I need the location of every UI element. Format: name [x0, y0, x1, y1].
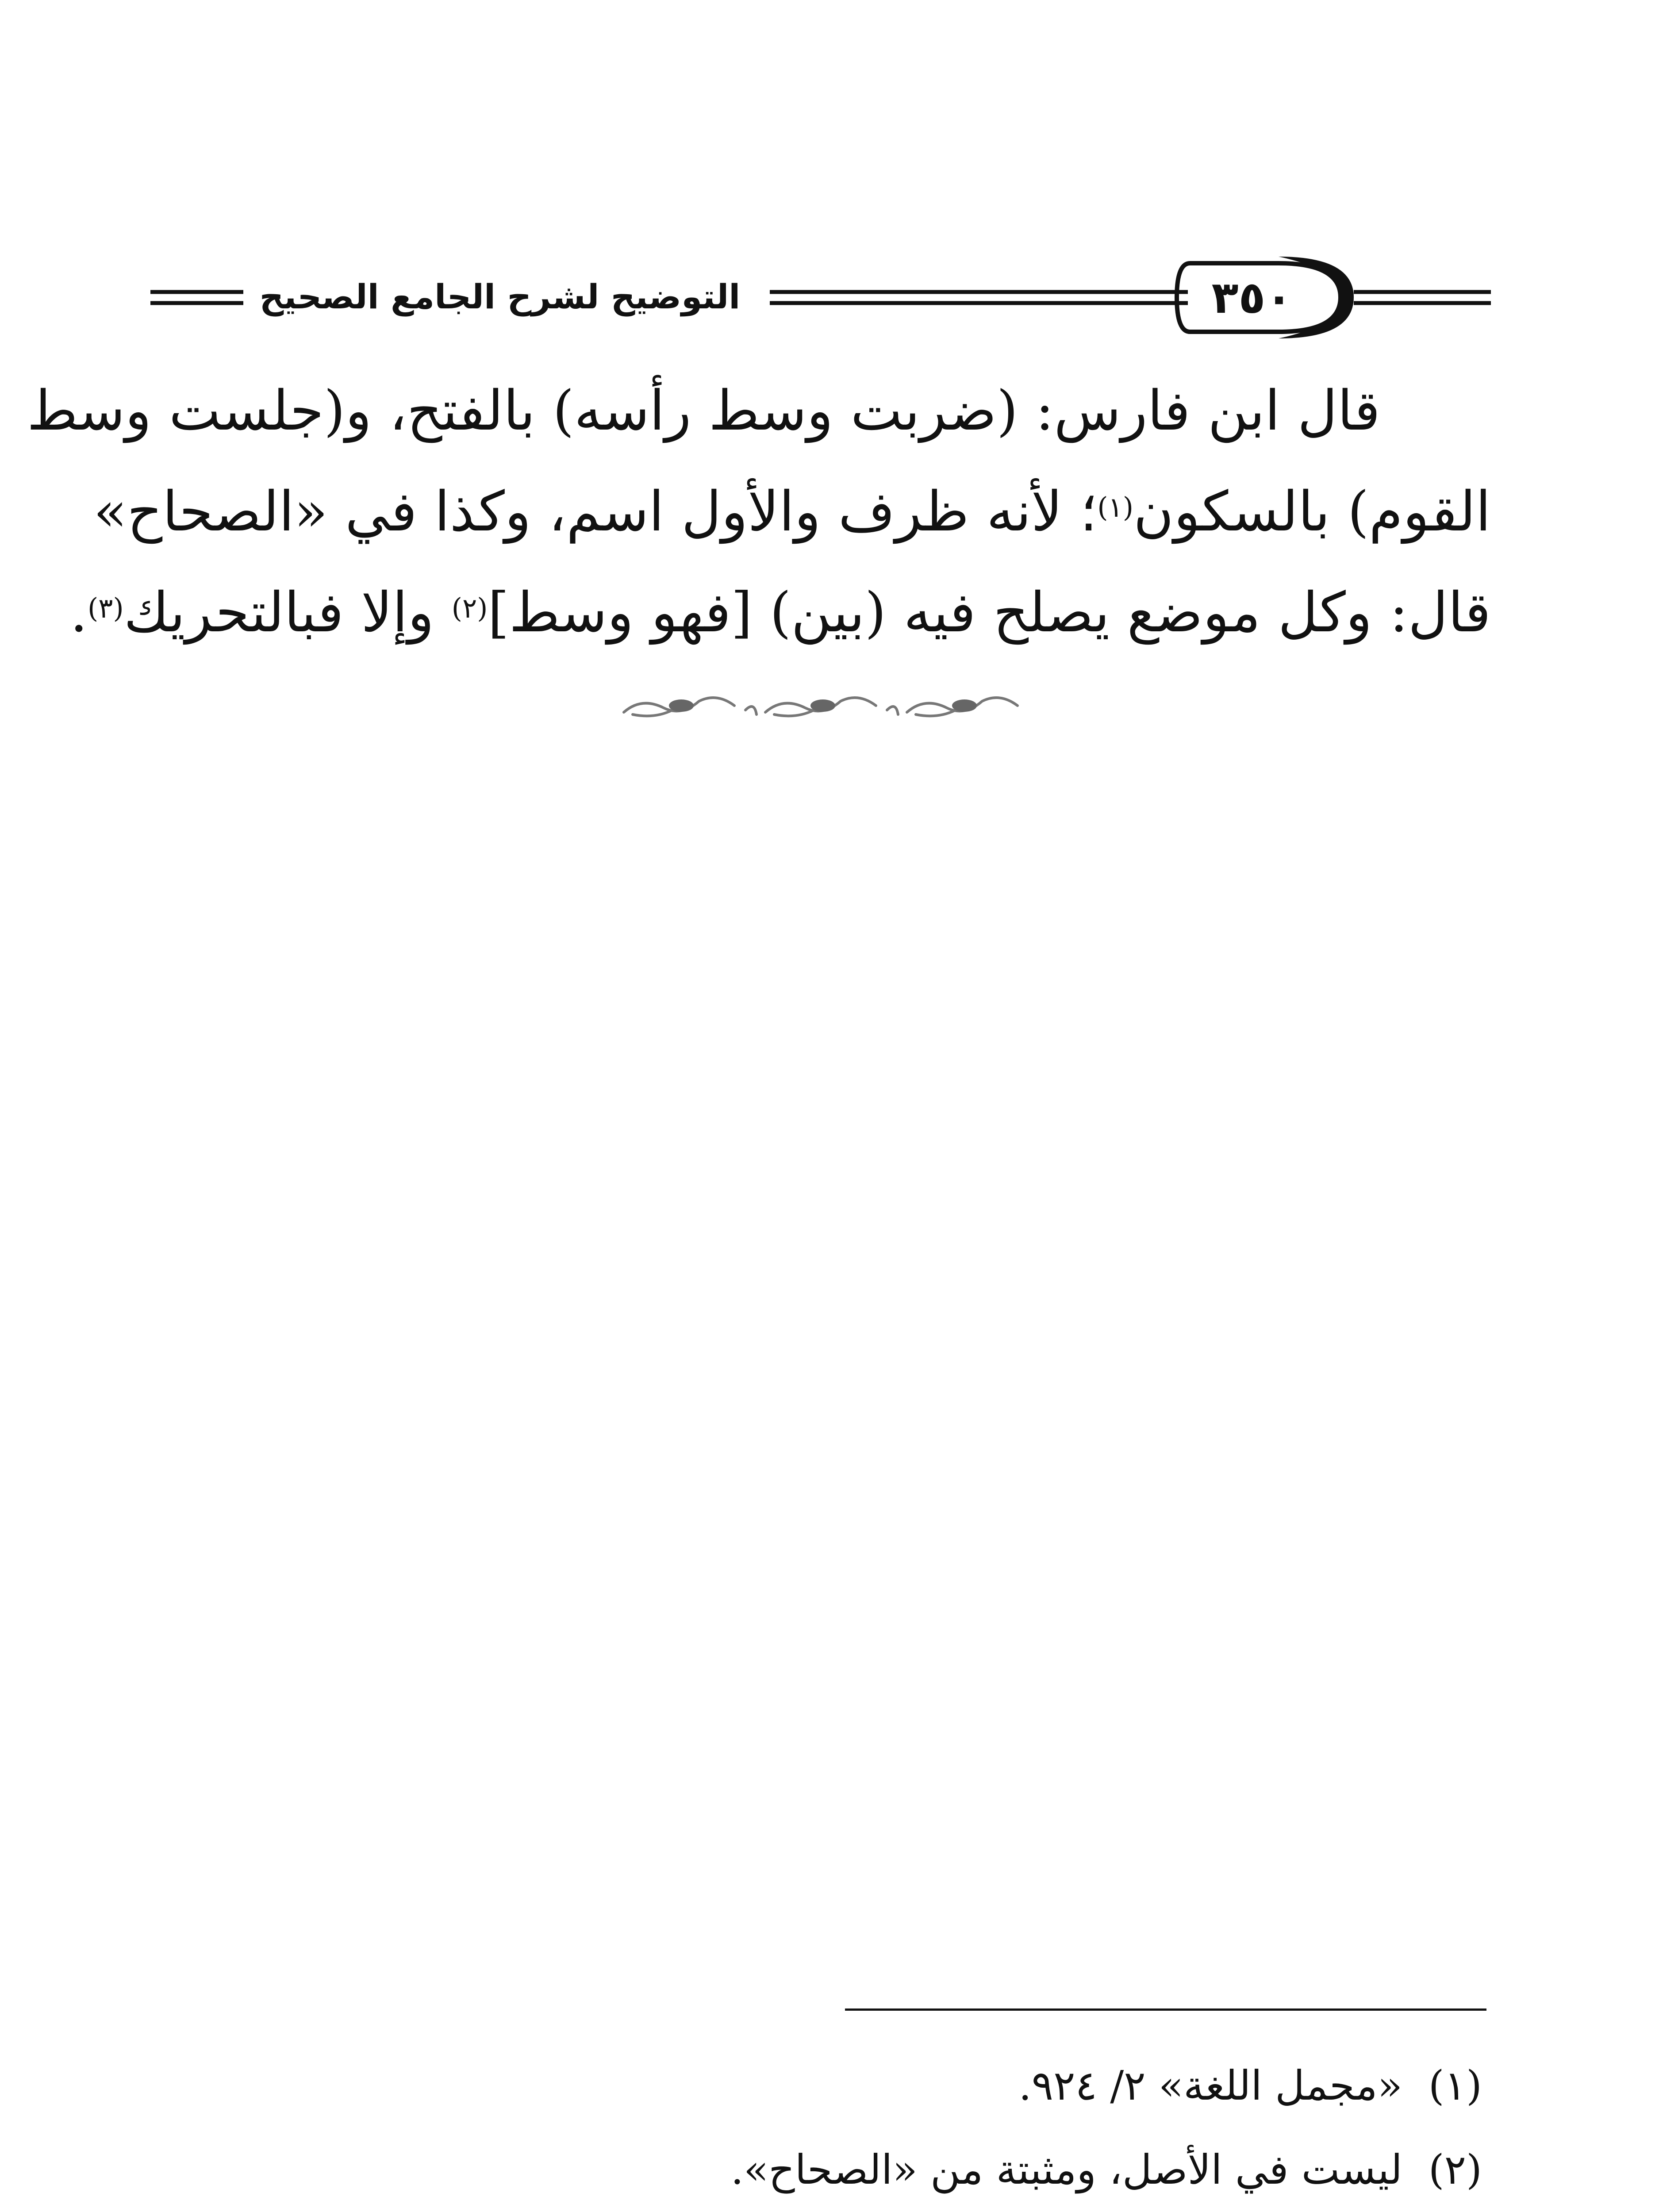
text-line: [70, 562, 1491, 663]
footnote-separator: [845, 2008, 1486, 2011]
footnote: [531, 2128, 1482, 2212]
footnote-reference[interactable]: (٢): [451, 592, 488, 624]
text-run: القوم) بالسكون: [1133, 480, 1491, 544]
text-run: قال ابن فارس: (ضربت وسط رأسه) بالفتح، و(جلست وسط: [27, 379, 1380, 443]
text-line: [93, 461, 1491, 562]
text-run: .: [70, 581, 88, 645]
text-run: ؛ لأنه ظرف والأول اسم، وكذا في «الصحاح»: [93, 480, 1098, 544]
footnote-number: (٢): [1428, 2146, 1482, 2193]
footnote-number: (١): [1428, 2062, 1482, 2109]
page-number: ٣٥٠: [1211, 271, 1293, 323]
section-ornament: [615, 688, 1035, 723]
running-title: التوضيح لشرح الجامع الصحيح: [259, 276, 741, 316]
text-run: قال: وكل موضع يصلح فيه (بين) [فهو وسط]: [488, 581, 1491, 645]
text-run: وإلا فبالتحريك: [123, 581, 452, 645]
footnotes: [531, 2044, 1482, 2212]
footnote-reference[interactable]: (١): [1097, 491, 1134, 523]
text-line: [27, 361, 1491, 461]
footnote-reference[interactable]: (٣): [87, 592, 124, 624]
main-text: [27, 361, 1491, 663]
footnote: [531, 2044, 1482, 2128]
footnote-text: ليست في الأصل، ومثبتة من «الصحاح».: [730, 2146, 1402, 2193]
footnote-text: «مجمل اللغة» ٢/ ٩٢٤.: [1018, 2062, 1402, 2109]
